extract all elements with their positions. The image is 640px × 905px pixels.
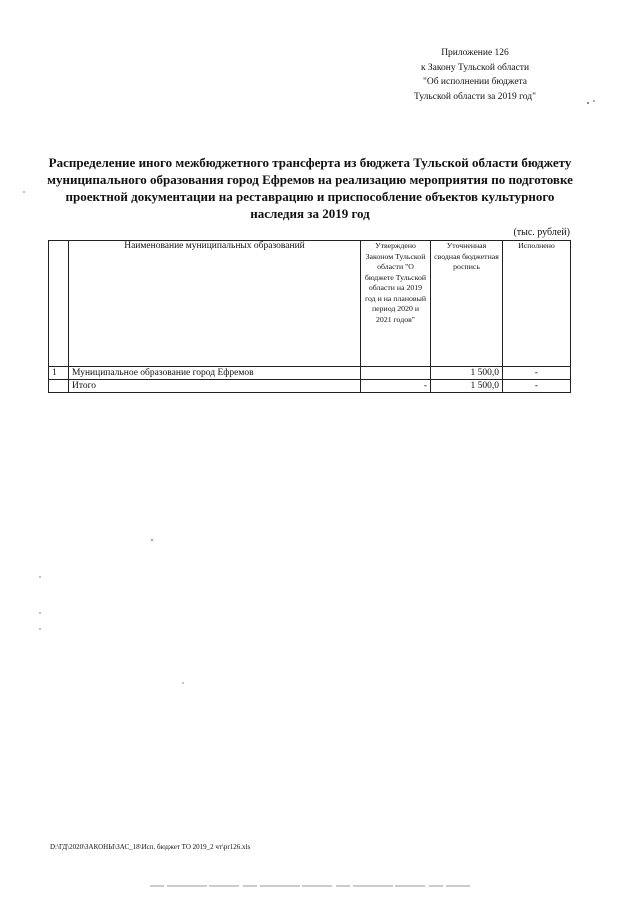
table-row — [49, 367, 571, 380]
table-header-row — [49, 241, 571, 367]
document-title — [40, 154, 580, 222]
appendix-header — [390, 46, 560, 104]
row-number: 1 — [49, 367, 69, 380]
total-row — [49, 380, 571, 393]
appendix-line-1: Приложение 126 — [441, 48, 509, 58]
distribution-table — [48, 240, 571, 393]
header-approved: Утверждено Законом Тульской области "О бюджете Тульской области на 2019 год и на плановый период 2020 и 2021 годов" — [361, 241, 431, 367]
header-number-cell — [49, 241, 69, 367]
header-executed: Исполнено — [503, 241, 571, 367]
title-line-1: Распределение иного межбюджетного трансферта из бюджета Тульской области бюджету — [48, 155, 572, 170]
header-refined: Уточненная сводная бюджетная роспись — [431, 241, 503, 367]
file-path: D:\ГД\2020\ЗАКОНЫ\ЗАС_18\Исп. бюджет ТО 2019_2 чт\pr126.xls — [50, 843, 251, 851]
title-line-4: наследия за 2019 год — [250, 206, 370, 221]
total-refined: 1 500,0 — [431, 380, 503, 393]
units-label: (тыс. рублей) — [513, 227, 570, 238]
total-approved: - — [361, 380, 431, 393]
title-line-3: проектной документации на реставрацию и приспособление объектов культурного — [65, 189, 555, 204]
row-name: Муниципальное образование город Ефремов — [69, 367, 361, 380]
header-name: Наименование муниципальных образований — [69, 241, 361, 367]
row-approved — [361, 367, 431, 380]
appendix-line-3: "Об исполнении бюджета — [422, 77, 528, 87]
total-number-cell — [49, 380, 69, 393]
total-label: Итого — [69, 380, 361, 393]
total-executed: - — [503, 380, 571, 393]
appendix-line-2: к Закону Тульской области — [420, 62, 530, 73]
title-line-2: муниципального образования город Ефремов на реализацию мероприятия по подготовке — [47, 172, 573, 187]
row-executed: - — [503, 367, 571, 380]
appendix-line-4: Тульской области за 2019 год" — [414, 91, 536, 102]
row-refined: 1 500,0 — [431, 367, 503, 380]
